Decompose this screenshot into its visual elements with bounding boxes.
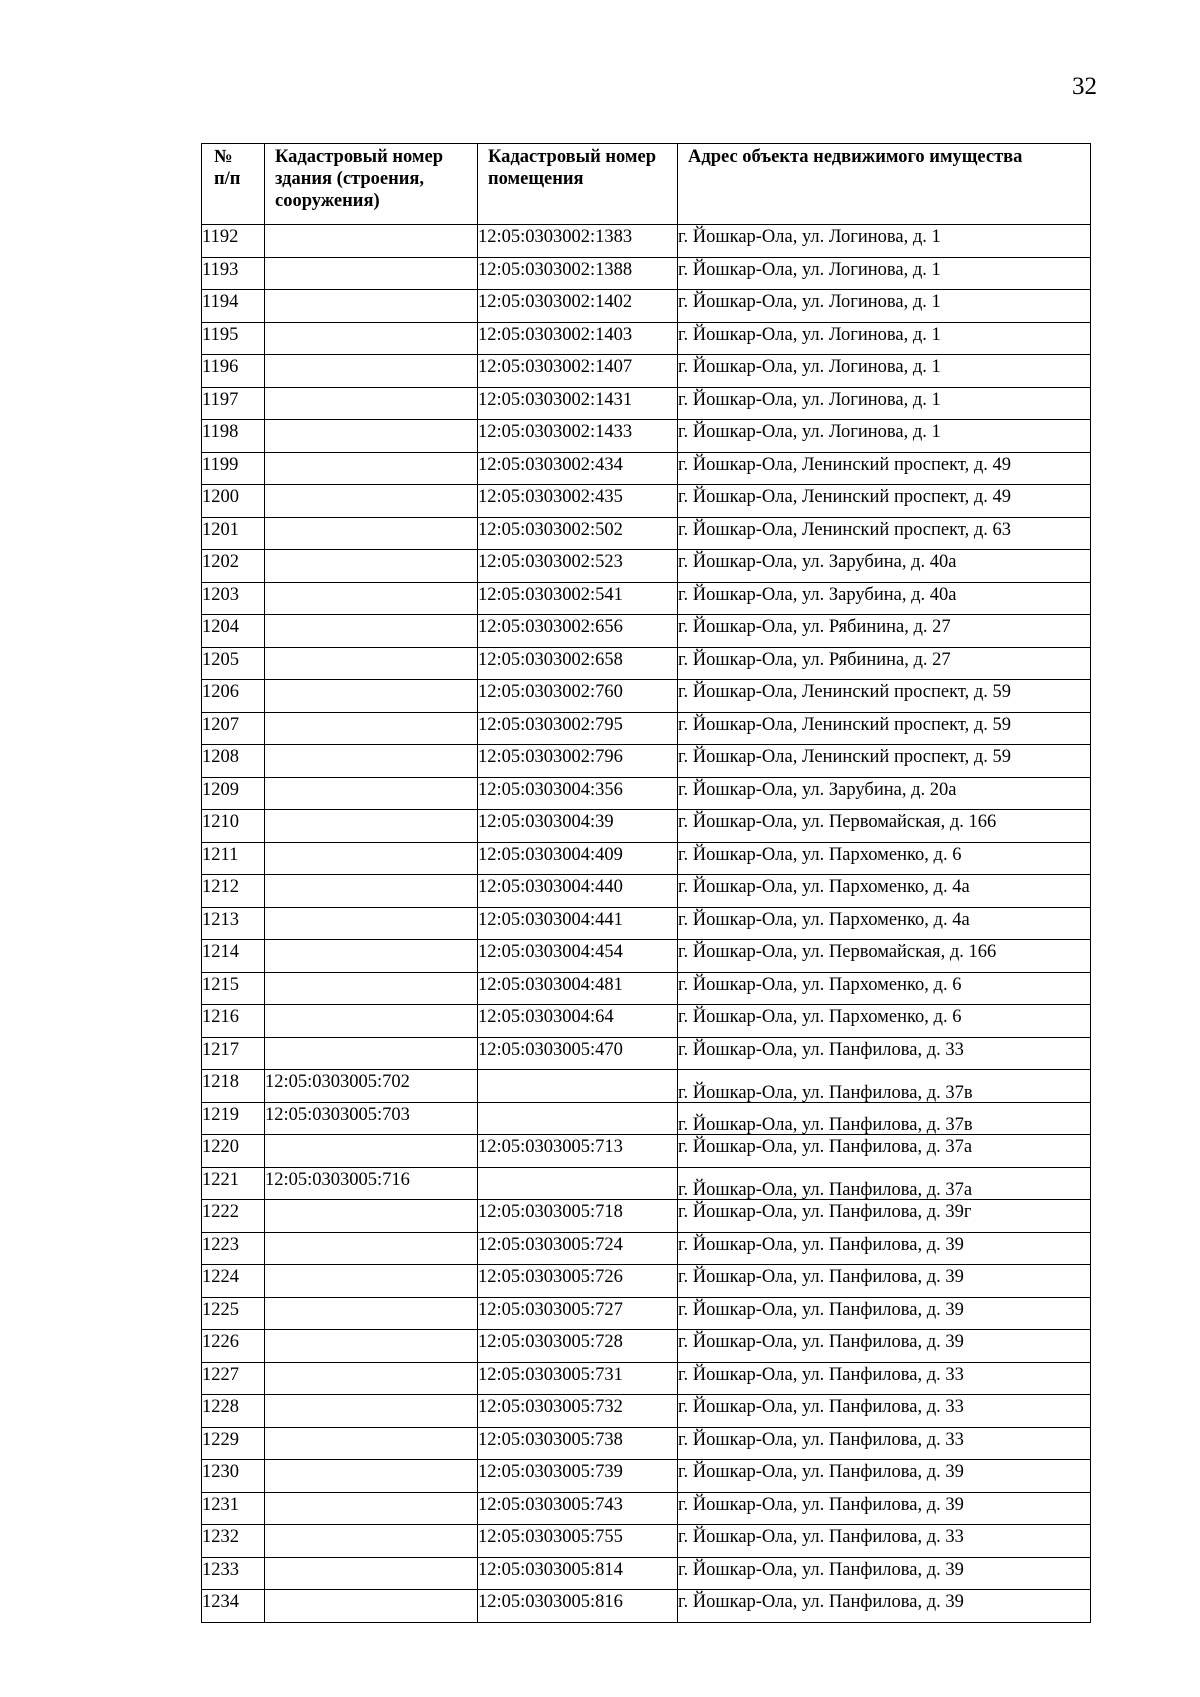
address-cell: г. Йошкар-Ола, ул. Панфилова, д. 37в — [678, 1102, 1091, 1135]
address-cell: г. Йошкар-Ола, ул. Зарубина, д. 40а — [678, 582, 1091, 615]
address-cell: г. Йошкар-Ола, Ленинский проспект, д. 49 — [678, 485, 1091, 518]
building-cadastral-cell — [265, 517, 478, 550]
table-body — [202, 225, 1091, 1623]
building-cadastral-cell — [265, 485, 478, 518]
premises-cadastral-cell: 12:05:0303002:1388 — [478, 257, 678, 290]
table-row — [202, 1070, 1091, 1103]
table-row — [202, 972, 1091, 1005]
table-row — [202, 1395, 1091, 1428]
premises-cadastral-cell: 12:05:0303002:1383 — [478, 225, 678, 258]
row-number-cell: 1225 — [202, 1297, 265, 1330]
address-cell: г. Йошкар-Ола, Ленинский проспект, д. 49 — [678, 452, 1091, 485]
building-cadastral-cell — [265, 712, 478, 745]
row-number-cell: 1194 — [202, 290, 265, 323]
premises-cadastral-cell: 12:05:0303004:454 — [478, 940, 678, 973]
row-number-cell: 1197 — [202, 387, 265, 420]
building-cadastral-cell — [265, 582, 478, 615]
building-cadastral-cell — [265, 1460, 478, 1493]
building-cadastral-cell — [265, 1395, 478, 1428]
row-number-cell: 1218 — [202, 1070, 265, 1103]
header-building-label: Кадастровый номер здания (строения, сооружения) — [275, 147, 444, 211]
table-row — [202, 1005, 1091, 1038]
table-row — [202, 712, 1091, 745]
building-cadastral-cell — [265, 615, 478, 648]
building-cadastral-cell — [265, 875, 478, 908]
address-cell: г. Йошкар-Ола, Ленинский проспект, д. 59 — [678, 712, 1091, 745]
premises-cadastral-cell: 12:05:0303002:1402 — [478, 290, 678, 323]
row-number-cell: 1202 — [202, 550, 265, 583]
row-number-cell: 1212 — [202, 875, 265, 908]
address-cell: г. Йошкар-Ола, ул. Панфилова, д. 33 — [678, 1037, 1091, 1070]
table-row — [202, 745, 1091, 778]
address-cell: г. Йошкар-Ола, ул. Рябинина, д. 27 — [678, 615, 1091, 648]
row-number-cell: 1232 — [202, 1525, 265, 1558]
row-number-cell: 1207 — [202, 712, 265, 745]
table-row — [202, 1200, 1091, 1233]
header-number-label: № п/п — [214, 147, 241, 189]
premises-cadastral-cell: 12:05:0303004:39 — [478, 810, 678, 843]
premises-cadastral-cell: 12:05:0303002:796 — [478, 745, 678, 778]
building-cadastral-cell — [265, 1200, 478, 1233]
building-cadastral-cell — [265, 647, 478, 680]
address-cell: г. Йошкар-Ола, ул. Панфилова, д. 39 — [678, 1232, 1091, 1265]
building-cadastral-cell — [265, 420, 478, 453]
address-cell: г. Йошкар-Ола, ул. Пархоменко, д. 6 — [678, 972, 1091, 1005]
premises-cadastral-cell: 12:05:0303005:732 — [478, 1395, 678, 1428]
premises-cadastral-cell: 12:05:0303002:1431 — [478, 387, 678, 420]
address-cell: г. Йошкар-Ола, ул. Панфилова, д. 39 — [678, 1460, 1091, 1493]
row-number-cell: 1215 — [202, 972, 265, 1005]
building-cadastral-cell — [265, 745, 478, 778]
row-number-cell: 1226 — [202, 1330, 265, 1363]
address-cell: г. Йошкар-Ола, ул. Панфилова, д. 39 — [678, 1590, 1091, 1623]
premises-cadastral-cell: 12:05:0303005:814 — [478, 1557, 678, 1590]
row-number-cell: 1203 — [202, 582, 265, 615]
premises-cadastral-cell: 12:05:0303004:440 — [478, 875, 678, 908]
header-cell-address — [678, 144, 1091, 225]
address-cell: г. Йошкар-Ола, ул. Панфилова, д. 39 — [678, 1557, 1091, 1590]
row-number-cell: 1205 — [202, 647, 265, 680]
building-cadastral-cell — [265, 777, 478, 810]
premises-cadastral-cell: 12:05:0303005:731 — [478, 1362, 678, 1395]
header-cell-premises-cadastral — [478, 144, 678, 225]
address-cell: г. Йошкар-Ола, ул. Логинова, д. 1 — [678, 355, 1091, 388]
building-cadastral-cell: 12:05:0303005:703 — [265, 1102, 478, 1135]
address-cell: г. Йошкар-Ола, ул. Логинова, д. 1 — [678, 257, 1091, 290]
building-cadastral-cell — [265, 322, 478, 355]
table-row — [202, 322, 1091, 355]
row-number-cell: 1223 — [202, 1232, 265, 1265]
table-row — [202, 1167, 1091, 1200]
premises-cadastral-cell — [478, 1167, 678, 1200]
premises-cadastral-cell: 12:05:0303002:795 — [478, 712, 678, 745]
row-number-cell: 1214 — [202, 940, 265, 973]
row-number-cell: 1210 — [202, 810, 265, 843]
address-cell: г. Йошкар-Ола, ул. Логинова, д. 1 — [678, 322, 1091, 355]
address-cell: г. Йошкар-Ола, ул. Панфилова, д. 39 — [678, 1330, 1091, 1363]
table-row — [202, 290, 1091, 323]
address-cell: г. Йошкар-Ола, ул. Панфилова, д. 37в — [678, 1070, 1091, 1103]
row-number-cell: 1204 — [202, 615, 265, 648]
table-row — [202, 452, 1091, 485]
premises-cadastral-cell: 12:05:0303002:1403 — [478, 322, 678, 355]
address-cell: г. Йошкар-Ола, ул. Панфилова, д. 33 — [678, 1395, 1091, 1428]
building-cadastral-cell — [265, 1037, 478, 1070]
row-number-cell: 1198 — [202, 420, 265, 453]
row-number-cell: 1193 — [202, 257, 265, 290]
row-number-cell: 1192 — [202, 225, 265, 258]
row-number-cell: 1200 — [202, 485, 265, 518]
header-premises-label: Кадастровый номер помещения — [488, 147, 657, 189]
premises-cadastral-cell: 12:05:0303005:739 — [478, 1460, 678, 1493]
building-cadastral-cell — [265, 290, 478, 323]
premises-cadastral-cell: 12:05:0303002:541 — [478, 582, 678, 615]
premises-cadastral-cell: 12:05:0303002:656 — [478, 615, 678, 648]
premises-cadastral-cell: 12:05:0303002:435 — [478, 485, 678, 518]
premises-cadastral-cell: 12:05:0303004:64 — [478, 1005, 678, 1038]
row-number-cell: 1195 — [202, 322, 265, 355]
building-cadastral-cell: 12:05:0303005:716 — [265, 1167, 478, 1200]
row-number-cell: 1233 — [202, 1557, 265, 1590]
row-number-cell: 1227 — [202, 1362, 265, 1395]
table-row — [202, 940, 1091, 973]
table-row — [202, 875, 1091, 908]
address-cell: г. Йошкар-Ола, ул. Пархоменко, д. 6 — [678, 1005, 1091, 1038]
building-cadastral-cell — [265, 1492, 478, 1525]
building-cadastral-cell — [265, 907, 478, 940]
page-number: 32 — [1072, 73, 1097, 100]
premises-cadastral-cell: 12:05:0303002:1433 — [478, 420, 678, 453]
table-row — [202, 257, 1091, 290]
row-number-cell: 1228 — [202, 1395, 265, 1428]
row-number-cell: 1209 — [202, 777, 265, 810]
row-number-cell: 1220 — [202, 1135, 265, 1168]
premises-cadastral-cell: 12:05:0303002:502 — [478, 517, 678, 550]
address-cell: г. Йошкар-Ола, ул. Логинова, д. 1 — [678, 290, 1091, 323]
registry-table — [201, 143, 1091, 1623]
row-number-cell: 1196 — [202, 355, 265, 388]
address-cell: г. Йошкар-Ола, ул. Панфилова, д. 37а — [678, 1135, 1091, 1168]
address-cell: г. Йошкар-Ола, ул. Пархоменко, д. 4а — [678, 907, 1091, 940]
row-number-cell: 1208 — [202, 745, 265, 778]
address-cell: г. Йошкар-Ола, ул. Логинова, д. 1 — [678, 225, 1091, 258]
building-cadastral-cell — [265, 1590, 478, 1623]
table-row — [202, 1297, 1091, 1330]
table-row — [202, 1590, 1091, 1623]
premises-cadastral-cell: 12:05:0303004:481 — [478, 972, 678, 1005]
address-cell: г. Йошкар-Ола, ул. Панфилова, д. 33 — [678, 1362, 1091, 1395]
address-cell: г. Йошкар-Ола, ул. Логинова, д. 1 — [678, 420, 1091, 453]
table-row — [202, 680, 1091, 713]
premises-cadastral-cell: 12:05:0303005:470 — [478, 1037, 678, 1070]
premises-cadastral-cell: 12:05:0303005:738 — [478, 1427, 678, 1460]
address-cell: г. Йошкар-Ола, ул. Панфилова, д. 39г — [678, 1200, 1091, 1233]
building-cadastral-cell — [265, 1557, 478, 1590]
address-cell: г. Йошкар-Ола, ул. Панфилова, д. 33 — [678, 1525, 1091, 1558]
premises-cadastral-cell: 12:05:0303004:441 — [478, 907, 678, 940]
premises-cadastral-cell — [478, 1102, 678, 1135]
table-row — [202, 420, 1091, 453]
building-cadastral-cell — [265, 1525, 478, 1558]
premises-cadastral-cell: 12:05:0303005:726 — [478, 1265, 678, 1298]
building-cadastral-cell — [265, 940, 478, 973]
building-cadastral-cell — [265, 225, 478, 258]
building-cadastral-cell — [265, 1135, 478, 1168]
premises-cadastral-cell: 12:05:0303005:816 — [478, 1590, 678, 1623]
table-row — [202, 225, 1091, 258]
row-number-cell: 1221 — [202, 1167, 265, 1200]
premises-cadastral-cell: 12:05:0303002:1407 — [478, 355, 678, 388]
premises-cadastral-cell: 12:05:0303004:409 — [478, 842, 678, 875]
table-row — [202, 355, 1091, 388]
table-row — [202, 647, 1091, 680]
building-cadastral-cell — [265, 550, 478, 583]
building-cadastral-cell: 12:05:0303005:702 — [265, 1070, 478, 1103]
row-number-cell: 1222 — [202, 1200, 265, 1233]
address-cell: г. Йошкар-Ола, Ленинский проспект, д. 59 — [678, 680, 1091, 713]
row-number-cell: 1231 — [202, 1492, 265, 1525]
table-row — [202, 485, 1091, 518]
address-cell: г. Йошкар-Ола, ул. Панфилова, д. 37а — [678, 1167, 1091, 1200]
premises-cadastral-cell: 12:05:0303005:728 — [478, 1330, 678, 1363]
address-cell: г. Йошкар-Ола, Ленинский проспект, д. 59 — [678, 745, 1091, 778]
row-number-cell: 1211 — [202, 842, 265, 875]
address-cell: г. Йошкар-Ола, ул. Пархоменко, д. 4а — [678, 875, 1091, 908]
premises-cadastral-cell: 12:05:0303005:755 — [478, 1525, 678, 1558]
address-cell: г. Йошкар-Ола, ул. Первомайская, д. 166 — [678, 810, 1091, 843]
table-row — [202, 387, 1091, 420]
premises-cadastral-cell: 12:05:0303002:760 — [478, 680, 678, 713]
premises-cadastral-cell: 12:05:0303002:434 — [478, 452, 678, 485]
address-cell: г. Йошкар-Ола, ул. Панфилова, д. 39 — [678, 1265, 1091, 1298]
row-number-cell: 1230 — [202, 1460, 265, 1493]
building-cadastral-cell — [265, 1297, 478, 1330]
premises-cadastral-cell — [478, 1070, 678, 1103]
row-number-cell: 1219 — [202, 1102, 265, 1135]
address-cell: г. Йошкар-Ола, ул. Пархоменко, д. 6 — [678, 842, 1091, 875]
table-row — [202, 1232, 1091, 1265]
address-cell: г. Йошкар-Ола, ул. Панфилова, д. 33 — [678, 1427, 1091, 1460]
table-row — [202, 1330, 1091, 1363]
row-number-cell: 1216 — [202, 1005, 265, 1038]
building-cadastral-cell — [265, 387, 478, 420]
table-row — [202, 1427, 1091, 1460]
table-row — [202, 842, 1091, 875]
address-cell: г. Йошкар-Ола, ул. Панфилова, д. 39 — [678, 1297, 1091, 1330]
row-number-cell: 1199 — [202, 452, 265, 485]
row-number-cell: 1217 — [202, 1037, 265, 1070]
row-number-cell: 1201 — [202, 517, 265, 550]
table-row — [202, 1492, 1091, 1525]
table-row — [202, 615, 1091, 648]
premises-cadastral-cell: 12:05:0303005:724 — [478, 1232, 678, 1265]
row-number-cell: 1213 — [202, 907, 265, 940]
table-row — [202, 1102, 1091, 1135]
address-cell: г. Йошкар-Ола, ул. Рябинина, д. 27 — [678, 647, 1091, 680]
table-row — [202, 517, 1091, 550]
table-row — [202, 1135, 1091, 1168]
table-row — [202, 550, 1091, 583]
table-row — [202, 582, 1091, 615]
building-cadastral-cell — [265, 1427, 478, 1460]
table-row — [202, 1265, 1091, 1298]
table-row — [202, 777, 1091, 810]
table-row — [202, 907, 1091, 940]
address-cell: г. Йошкар-Ола, ул. Первомайская, д. 166 — [678, 940, 1091, 973]
building-cadastral-cell — [265, 1232, 478, 1265]
building-cadastral-cell — [265, 810, 478, 843]
address-cell: г. Йошкар-Ола, ул. Панфилова, д. 39 — [678, 1492, 1091, 1525]
building-cadastral-cell — [265, 1005, 478, 1038]
address-cell: г. Йошкар-Ола, ул. Зарубина, д. 20а — [678, 777, 1091, 810]
header-address-label: Адрес объекта недвижимого имущества — [688, 147, 1023, 167]
table-row — [202, 1362, 1091, 1395]
building-cadastral-cell — [265, 972, 478, 1005]
table-header — [202, 144, 1091, 225]
table-row — [202, 1525, 1091, 1558]
header-cell-building-cadastral — [265, 144, 478, 225]
row-number-cell: 1234 — [202, 1590, 265, 1623]
premises-cadastral-cell: 12:05:0303005:713 — [478, 1135, 678, 1168]
premises-cadastral-cell: 12:05:0303004:356 — [478, 777, 678, 810]
row-number-cell: 1229 — [202, 1427, 265, 1460]
table-row — [202, 810, 1091, 843]
building-cadastral-cell — [265, 257, 478, 290]
building-cadastral-cell — [265, 1362, 478, 1395]
building-cadastral-cell — [265, 680, 478, 713]
address-cell: г. Йошкар-Ола, ул. Зарубина, д. 40а — [678, 550, 1091, 583]
header-row — [202, 144, 1091, 225]
row-number-cell: 1206 — [202, 680, 265, 713]
premises-cadastral-cell: 12:05:0303005:718 — [478, 1200, 678, 1233]
premises-cadastral-cell: 12:05:0303002:658 — [478, 647, 678, 680]
table-row — [202, 1460, 1091, 1493]
premises-cadastral-cell: 12:05:0303002:523 — [478, 550, 678, 583]
building-cadastral-cell — [265, 1265, 478, 1298]
address-cell: г. Йошкар-Ола, ул. Логинова, д. 1 — [678, 387, 1091, 420]
row-number-cell: 1224 — [202, 1265, 265, 1298]
building-cadastral-cell — [265, 452, 478, 485]
building-cadastral-cell — [265, 355, 478, 388]
building-cadastral-cell — [265, 842, 478, 875]
premises-cadastral-cell: 12:05:0303005:727 — [478, 1297, 678, 1330]
header-cell-number — [202, 144, 265, 225]
address-cell: г. Йошкар-Ола, Ленинский проспект, д. 63 — [678, 517, 1091, 550]
table-row — [202, 1037, 1091, 1070]
premises-cadastral-cell: 12:05:0303005:743 — [478, 1492, 678, 1525]
table-row — [202, 1557, 1091, 1590]
building-cadastral-cell — [265, 1330, 478, 1363]
